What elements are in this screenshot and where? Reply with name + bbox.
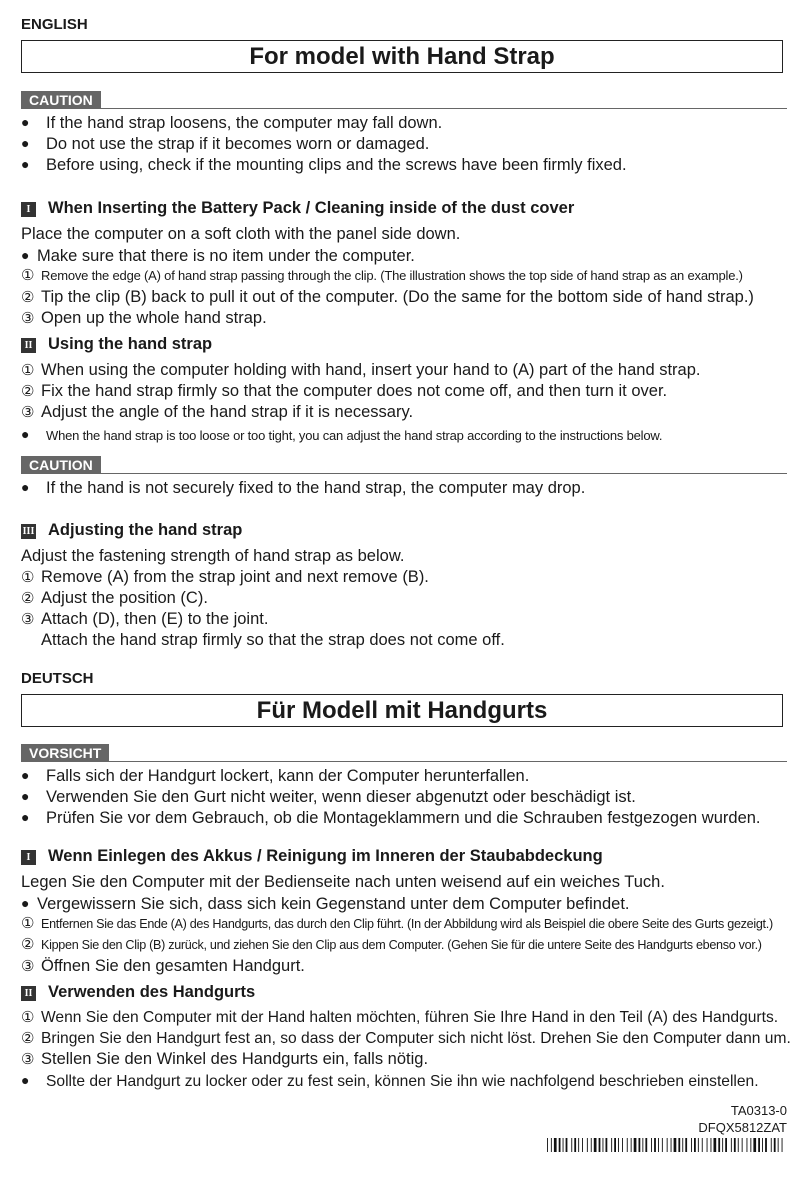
caution-label: CAUTION [21, 456, 101, 474]
step-number: ① [21, 267, 35, 284]
caution-item: ● Before using, check if the mounting clips and the screws have been firmly fixed. [21, 156, 627, 174]
step-item: ② Fix the hand strap firmly so that the computer does not come off, and then turn it over. [21, 382, 668, 400]
barcode-bar [698, 1138, 699, 1152]
document-code: TA0313-0 [730, 1103, 787, 1118]
step-item: ③ Adjust the angle of the hand strap if it is necessary. [21, 403, 414, 421]
barcode-bar [606, 1138, 608, 1152]
barcode-bar [622, 1138, 623, 1152]
step-item: ① Remove the edge (A) of hand strap passing through the clip. (The illustration shows the top side of hand strap as an example.) [21, 267, 743, 284]
step-item: ① Remove (A) from the strap joint and next remove (B). [21, 568, 429, 586]
step-item: ② Adjust the position (C). [21, 589, 208, 607]
language-heading-deutsch: DEUTSCH [21, 670, 94, 687]
caution-item: ● Prüfen Sie vor dem Gebrauch, ob die Montageklammern und die Schrauben festgezogen wurden. [21, 809, 761, 827]
barcode-bar [566, 1138, 568, 1152]
barcode-bar [645, 1138, 647, 1152]
roman-numeral-badge: I [21, 850, 36, 865]
barcode-bar [594, 1138, 597, 1152]
bullet-icon: ● [21, 767, 30, 783]
roman-numeral-badge: III [22, 526, 35, 537]
barcode-bar [547, 1138, 548, 1152]
barcode-bar [725, 1138, 727, 1152]
barcode-bar [682, 1138, 683, 1152]
barcode-bar [582, 1138, 583, 1152]
roman-numeral-badge: II [21, 338, 36, 353]
step-item: ② Bringen Sie den Handgurt fest an, so dass der Computer sich nicht löst. Drehen Sie den Computer dann um. [21, 1030, 791, 1047]
section-intro: Adjust the fastening strength of hand strap as below. [21, 547, 405, 565]
section-bullet: ● Sollte der Handgurt zu locker oder zu fest sein, können Sie ihn wie nachfolgend beschrieben einstellen. [21, 1072, 759, 1090]
section-heading: I Wenn Einlegen des Akkus / Reinigung im Inneren der Staubabdeckung [21, 846, 603, 866]
section-heading: II Verwenden des Handgurts [21, 982, 255, 1002]
barcode-bar [771, 1138, 772, 1152]
barcode-bar [658, 1138, 659, 1152]
section-heading: I When Inserting the Battery Pack / Cleaning inside of the dust cover [21, 198, 574, 218]
bullet-icon: ● [21, 479, 30, 495]
step-number: ① [21, 362, 35, 379]
step-number: ② [21, 590, 35, 607]
barcode-bar [762, 1138, 763, 1152]
barcode-bar [587, 1138, 588, 1152]
step-item: ③ Open up the whole hand strap. [21, 309, 267, 327]
caution-item: ● Verwenden Sie den Gurt nicht weiter, wenn dieser abgenutzt oder beschädigt ist. [21, 788, 636, 806]
deutsch-title: Für Modell mit Handgurts [21, 694, 783, 727]
step-item: ① When using the computer holding with hand, insert your hand to (A) part of the hand strap. [21, 361, 701, 379]
section-heading: II Using the hand strap [21, 334, 212, 354]
barcode-icon [547, 1138, 787, 1152]
barcode-bar [742, 1138, 743, 1152]
barcode-bar [611, 1138, 612, 1152]
barcode-bar [667, 1138, 668, 1152]
barcode-bar [618, 1138, 619, 1152]
step-item: ② Kippen Sie den Clip (B) zurück, und ziehen Sie den Clip aus dem Computer. (Gehen Sie für die untere Seite des Handgurts ebenso vor.) [21, 936, 762, 953]
section-bullet: ● Make sure that there is no item under the computer. [21, 247, 415, 265]
barcode-bar [707, 1138, 708, 1152]
step-number: ① [21, 569, 35, 586]
barcode-bar [578, 1138, 579, 1152]
barcode-bar [718, 1138, 720, 1152]
barcode-bar [654, 1138, 656, 1152]
section-bullet: ● Vergewissern Sie sich, dass sich kein Gegenstand unter dem Computer befindet. [21, 895, 630, 913]
barcode-bar [722, 1138, 723, 1152]
part-number: DFQX5812ZAT [698, 1120, 787, 1135]
bullet-icon: ● [21, 156, 30, 172]
bullet-icon: ● [21, 135, 30, 151]
step-item: ③ Stellen Sie den Winkel des Handgurts ein, falls nötig. [21, 1050, 429, 1068]
barcode-bar [571, 1138, 572, 1152]
step-number: ③ [21, 404, 35, 421]
bullet-icon: ● [21, 1072, 30, 1088]
barcode-bar [685, 1138, 687, 1152]
barcode-bar [694, 1138, 696, 1152]
step-item: ① Entfernen Sie das Ende (A) des Handgurts, das durch den Clip führt. (In der Abbildung wird als Beispiel die obere Seite des Gurts gezeigt.) [21, 915, 773, 932]
barcode-bar [651, 1138, 652, 1152]
step-item: ③ Attach (D), then (E) to the joint. [21, 610, 269, 628]
barcode-bar [678, 1138, 680, 1152]
barcode-bar [639, 1138, 641, 1152]
bullet-icon: ● [21, 809, 30, 825]
barcode-bar [591, 1138, 592, 1152]
step-number: ② [21, 383, 35, 400]
barcode-bar [671, 1138, 672, 1152]
step-item: ③ Öffnen Sie den gesamten Handgurt. [21, 957, 305, 975]
caution-label: VORSICHT [21, 744, 109, 762]
section-heading: III Adjusting the hand strap [22, 521, 243, 539]
barcode-bar [765, 1138, 767, 1152]
barcode-bar [574, 1138, 576, 1152]
barcode-bar [691, 1138, 692, 1152]
barcode-bar [758, 1138, 760, 1152]
barcode-bar [631, 1138, 632, 1152]
step-number: ③ [21, 611, 35, 628]
step-number: ③ [21, 1051, 35, 1068]
caution-rule [21, 473, 787, 474]
roman-numeral-badge: I [21, 202, 36, 217]
bullet-icon: ● [21, 426, 30, 442]
step-number: ② [21, 289, 35, 306]
barcode-bar [711, 1138, 712, 1152]
barcode-bar [634, 1138, 637, 1152]
barcode-bar [714, 1138, 717, 1152]
step-number: ③ [21, 958, 35, 975]
step-number: ③ [21, 310, 35, 327]
barcode-bar [642, 1138, 643, 1152]
section-intro: Place the computer on a soft cloth with the panel side down. [21, 225, 461, 243]
caution-item: ● Falls sich der Handgurt lockert, kann der Computer herunterfallen. [21, 767, 530, 785]
barcode-bar [662, 1138, 663, 1152]
step-number: ② [21, 1030, 35, 1047]
caution-rule [21, 108, 787, 109]
barcode-bar [554, 1138, 557, 1152]
barcode-bar [731, 1138, 732, 1152]
bullet-icon: ● [21, 114, 30, 130]
step-item: ① Wenn Sie den Computer mit der Hand halten möchten, führen Sie Ihre Hand in den Teil (A) des Handgurts. [21, 1009, 779, 1026]
caution-item: ● Do not use the strap if it becomes worn or damaged. [21, 135, 430, 153]
barcode-bar [738, 1138, 739, 1152]
barcode-bar [782, 1138, 783, 1152]
section-bullet: ● When the hand strap is too loose or too tight, you can adjust the hand strap according to the instructions below. [21, 426, 663, 443]
barcode-bar [559, 1138, 561, 1152]
caution-item: ● If the hand is not securely fixed to the hand strap, the computer may drop. [21, 479, 586, 497]
barcode-bar [753, 1138, 756, 1152]
barcode-bar [599, 1138, 601, 1152]
step-number: ① [21, 1009, 35, 1026]
step-number: ① [21, 915, 35, 932]
step-number: ② [21, 936, 35, 953]
language-heading-english: ENGLISH [21, 16, 88, 33]
roman-numeral-badge: II [21, 986, 36, 1001]
barcode-bar [563, 1138, 564, 1152]
caution-rule [21, 761, 787, 762]
section-intro: Legen Sie den Computer mit der Bedienseite nach unten weisend auf ein weiches Tuch. [21, 873, 665, 891]
step-note: Attach the hand strap firmly so that the strap does not come off. [41, 631, 505, 649]
barcode-bar [778, 1138, 779, 1152]
caution-item: ● If the hand strap loosens, the computer may fall down. [21, 114, 443, 132]
barcode-bar [734, 1138, 736, 1152]
barcode-bar [627, 1138, 628, 1152]
barcode-bar [747, 1138, 748, 1152]
barcode-bar [603, 1138, 604, 1152]
step-item: ② Tip the clip (B) back to pull it out of the computer. (Do the same for the bottom side of hand strap.) [21, 288, 754, 306]
barcode-bar [702, 1138, 703, 1152]
barcode-bar [674, 1138, 677, 1152]
bullet-icon: ● [21, 788, 30, 804]
bullet-icon: ● [21, 895, 30, 911]
barcode-bar [750, 1138, 751, 1152]
english-title: For model with Hand Strap [21, 40, 783, 73]
caution-label: CAUTION [21, 91, 101, 109]
barcode-bar [551, 1138, 552, 1152]
bullet-icon: ● [21, 247, 30, 263]
barcode-bar [614, 1138, 616, 1152]
barcode-bar [774, 1138, 776, 1152]
